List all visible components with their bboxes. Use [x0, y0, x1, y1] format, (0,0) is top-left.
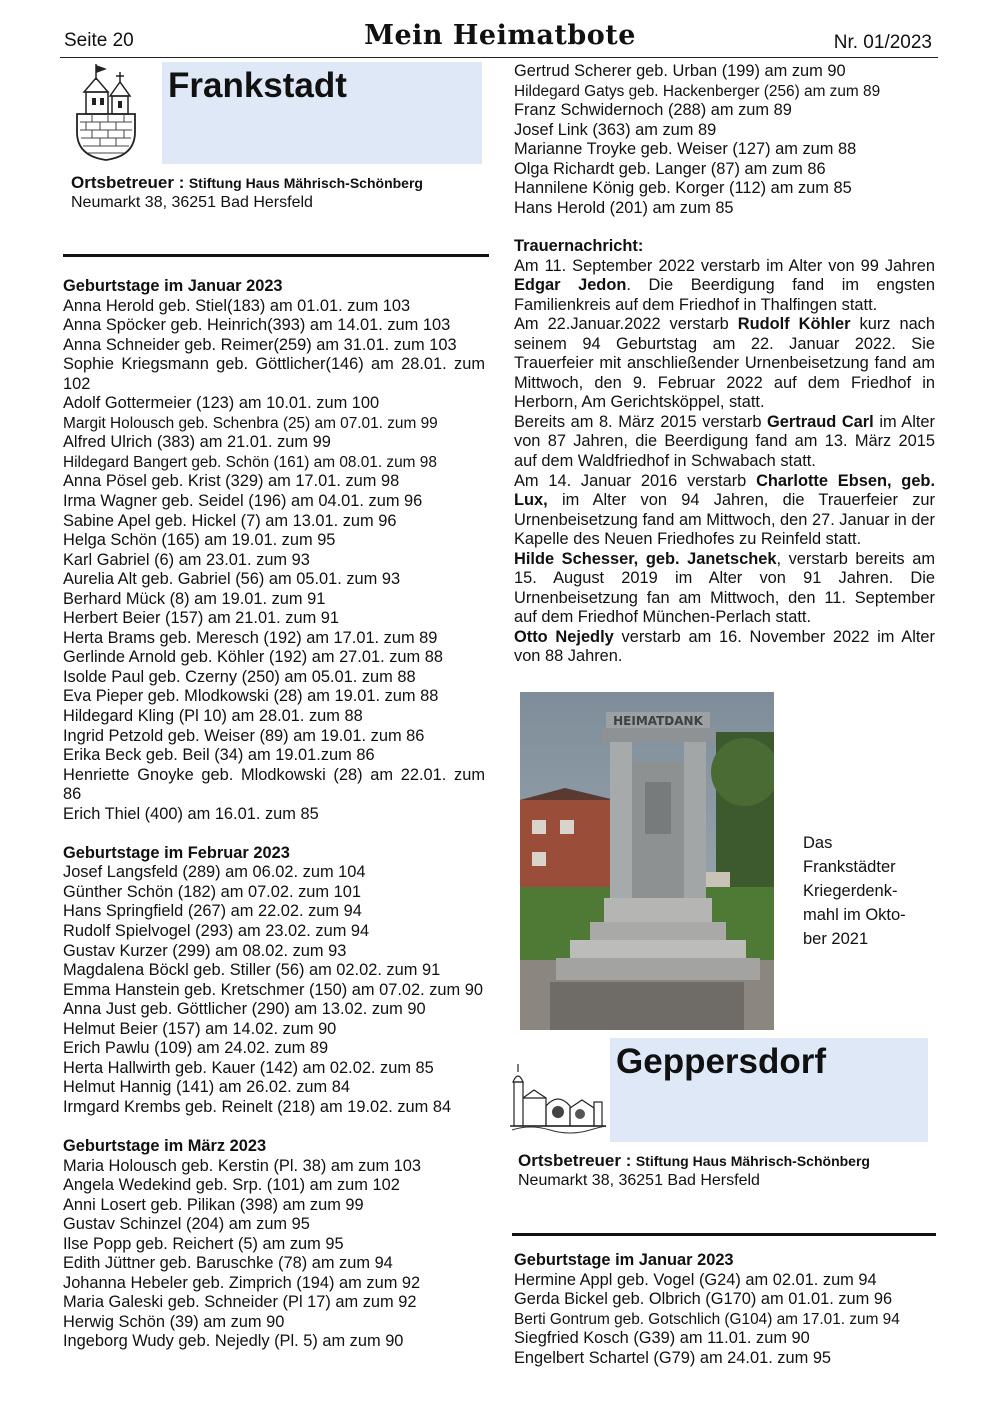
list-item: Hannilene König geb. Korger (112) am zum 85 — [514, 179, 852, 198]
list-item: Helmut Hannig (141) am 26.02. zum 84 — [63, 1078, 350, 1097]
list-item: Hildegard Gatys geb. Hackenberger (256) am zum 89 — [514, 82, 881, 100]
list-item: Herta Brams geb. Meresch (192) am 17.01. zum 89 — [63, 628, 438, 647]
list-item: Berhard Mück (8) am 19.01. zum 91 — [63, 589, 326, 608]
ob-org: Stiftung Haus Mährisch-Schönberg — [635, 1153, 870, 1169]
list-item: Sabine Apel geb. Hickel (7) am 13.01. zum 96 — [63, 511, 397, 530]
list-item: Herwig Schön (39) am zum 90 — [63, 1312, 285, 1331]
list-item: Helmut Beier (157) am 14.02. zum 90 — [63, 1019, 337, 1038]
list-item: Erich Pawlu (109) am 24.02. zum 89 — [63, 1039, 329, 1058]
publication-title: Mein Heimatbote — [364, 20, 636, 51]
list-item: Josef Link (363) am zum 89 — [514, 120, 717, 139]
list-item: Anna Schneider geb. Reimer(259) am 31.01. zum 103 — [63, 335, 457, 354]
geppersdorf-ortsbetreuer — [518, 1151, 938, 1190]
list-item: Berti Gontrum geb. Gotschlich (G104) am 17.01. zum 94 — [514, 1310, 900, 1328]
issue-number: Nr. 01/2023 — [833, 32, 932, 53]
list-item: Gerlinde Arnold geb. Köhler (192) am 27.01. zum 88 — [63, 648, 443, 667]
page-number: Seite 20 — [64, 30, 134, 51]
list-item: Helga Schön (165) am 19.01. zum 95 — [63, 531, 336, 550]
list-item: Anna Spöcker geb. Heinrich(393) am 14.01. zum 103 — [63, 316, 451, 335]
list-item: Günther Schön (182) am 07.02. zum 101 — [63, 882, 361, 901]
list-item: Angela Wedekind geb. Srp. (101) am zum 102 — [63, 1176, 400, 1195]
obituary-heading: Trauernachricht: — [514, 237, 644, 255]
list-item: Irmgard Krembs geb. Reinelt (218) am 19.02. zum 84 — [63, 1097, 452, 1116]
frankstadt-title: Frankstadt — [168, 66, 347, 105]
list-item: Gertrud Scherer geb. Urban (199) am zum 90 — [514, 62, 846, 80]
list-item: Erika Beck geb. Beil (34) am 19.01.zum 86 — [63, 746, 375, 765]
header-divider — [60, 57, 938, 58]
ob-label: Ortsbetreuer : — [518, 1151, 632, 1170]
mar-heading: Geburtstage im März 2023 — [63, 1136, 267, 1155]
ob-address: Neumarkt 38, 36251 Bad Hersfeld — [71, 194, 313, 211]
list-item: Maria Galeski geb. Schneider (Pl 17) am zum 92 — [63, 1293, 417, 1312]
list-item: Hans Springfield (267) am 22.02. zum 94 — [63, 902, 362, 921]
list-item: Hildegard Bangert geb. Schön (161) am 08.01. zum 98 — [63, 453, 437, 471]
list-item: Magdalena Böckl geb. Stiller (56) am 02.02. zum 91 — [63, 961, 441, 980]
list-item: Aurelia Alt geb. Gabriel (56) am 05.01. zum 93 — [63, 570, 401, 589]
list-item: Marianne Troyke geb. Weiser (127) am zum 88 — [514, 140, 857, 159]
obituary-paragraph: Am 22.Januar.2022 verstarb Rudolf Köhler kurz nach seinem 94 Geburtstag am 22. Januar 2022. Sie Trauerfeier mit anschließender Urnenbeisetzung fand am Mittwoch, den 9. Februar 2022 auf dem Friedhof in Herborn, Am Gerichtsköppel, statt. — [514, 315, 935, 412]
list-item: Sophie Kriegsmann geb. Göttlicher(146) am 28.01. zum 102 — [63, 355, 485, 393]
obituary-paragraph: Bereits am 8. März 2015 verstarb Gertraud Carl im Alter von 87 Jahren, die Beerdigung fand am 13. März 2015 auf dem Waldfriedhof in Schwabach statt. — [514, 412, 935, 471]
geppersdorf-title: Geppersdorf — [616, 1042, 827, 1081]
list-item: Hildegard Kling (Pl 10) am 28.01. zum 88 — [63, 707, 363, 726]
list-item: Herbert Beier (157) am 21.01. zum 91 — [63, 609, 340, 628]
list-item: Adolf Gottermeier (123) am 10.01. zum 100 — [63, 394, 380, 413]
list-item: Edith Jüttner geb. Baruschke (78) am zum 94 — [63, 1254, 393, 1273]
list-item: Irma Wagner geb. Seidel (196) am 04.01. zum 96 — [63, 492, 423, 511]
list-item: Rudolf Spielvogel (293) am 23.02. zum 94 — [63, 922, 370, 940]
obituary-paragraph: Am 11. September 2022 verstarb im Alter von 99 Jahren Edgar Jedon. Die Beerdigung fand im engsten Familienkreis auf dem Friedhof in Thalfingen statt. — [514, 256, 935, 314]
frankstadt-title-box — [162, 62, 482, 164]
list-item: Anna Just geb. Göttlicher (290) am 13.02. zum 90 — [63, 1000, 426, 1019]
geppersdorf-birthdays — [514, 1251, 936, 1368]
ob-org: Stiftung Haus Mährisch-Schönberg — [188, 175, 423, 191]
list-item: Olga Richardt geb. Langer (87) am zum 86 — [514, 159, 826, 178]
frankstadt-birthdays — [63, 277, 485, 1352]
ob-label: Ortsbetreuer : — [71, 173, 185, 192]
obituary-paragraph: Hilde Schesser, geb. Janetschek, verstarb bereits am 15. August 2019 im Alter von 91 Jahren. Die Urnenbeisetzung fan am Mittwoch, den 11. September auf dem Friedhof München-Perlach statt. — [514, 549, 935, 627]
list-item: Emma Hanstein geb. Kretschmer (150) am 07.02. zum 90 — [63, 980, 483, 999]
list-item: Josef Langsfeld (289) am 06.02. zum 104 — [63, 863, 366, 882]
list-item: Ilse Popp geb. Reichert (5) am zum 95 — [63, 1234, 344, 1253]
geppersdorf-village-icon — [510, 1062, 606, 1134]
list-item: Anna Herold geb. Stiel(183) am 01.01. zum 103 — [63, 296, 411, 315]
section-rule — [512, 1233, 936, 1236]
list-item: Engelbert Schartel (G79) am 24.01. zum 95 — [514, 1348, 832, 1367]
list-item: Franz Schwidernoch (288) am zum 89 — [514, 101, 792, 120]
obituary-paragraph: Am 14. Januar 2016 verstarb Charlotte Ebsen, geb. Lux, im Alter von 94 Jahren, die Trauerfeier zur Urnenbeisetzung fand am Mittwoch, den 27. Januar in der Kapelle des Neuen Friedhofes zu Reinfeld statt. — [514, 471, 935, 549]
list-item: Hans Herold (201) am zum 85 — [514, 198, 734, 217]
section-rule — [63, 254, 489, 257]
list-item: Ingrid Petzold geb. Weiser (89) am 19.01. zum 86 — [63, 726, 425, 745]
list-item: Siegfried Kosch (G39) am 11.01. zum 90 — [514, 1329, 810, 1348]
list-item: Margit Holousch geb. Schenbra (25) am 07.01. zum 99 — [63, 414, 438, 432]
jan-heading: Geburtstage im Januar 2023 — [63, 277, 283, 295]
list-item: Gustav Kurzer (299) am 08.02. zum 93 — [63, 941, 347, 960]
list-item: Anna Pösel geb. Krist (329) am 17.01. zum 98 — [63, 472, 400, 491]
list-item: Erich Thiel (400) am 16.01. zum 85 — [63, 804, 319, 823]
list-item: Gustav Schinzel (204) am zum 95 — [63, 1215, 310, 1234]
frankstadt-crest-icon — [74, 62, 138, 162]
obituary-section — [514, 237, 935, 667]
geppersdorf-title-box — [610, 1038, 928, 1142]
list-item: Alfred Ulrich (383) am 21.01. zum 99 — [63, 433, 331, 452]
obituary-paragraph: Otto Nejedly verstarb am 16. November 2022 im Alter von 88 Jahren. — [514, 627, 935, 666]
feb-heading: Geburtstage im Februar 2023 — [63, 843, 290, 862]
list-item: Anni Losert geb. Pilikan (398) am zum 99 — [63, 1195, 364, 1214]
list-item: Isolde Paul geb. Czerny (250) am 05.01. zum 88 — [63, 667, 416, 686]
list-item: Herta Hallwirth geb. Kauer (142) am 02.02. zum 85 — [63, 1058, 434, 1077]
photo-caption: Das Frankstädter Kriegerdenk- mahl im Okto- ber 2021 — [803, 834, 906, 948]
list-item: Karl Gabriel (6) am 23.01. zum 93 — [63, 550, 310, 569]
list-item: Henriette Gnoyke geb. Mlodkowski (28) am 22.01. zum 86 — [63, 765, 485, 804]
jan-heading: Geburtstage im Januar 2023 — [514, 1251, 734, 1269]
frankstadt-birthdays-continued — [514, 62, 936, 218]
list-item: Ingeborg Wudy geb. Nejedly (Pl. 5) am zum 90 — [63, 1332, 404, 1351]
frankstadt-ortsbetreuer — [71, 173, 491, 212]
list-item: Maria Holousch geb. Kerstin (Pl. 38) am zum 103 — [63, 1156, 422, 1175]
memorial-inscription: HEIMATDANK — [613, 714, 703, 728]
list-item: Eva Pieper geb. Mlodkowski (28) am 19.01. zum 88 — [63, 687, 439, 706]
ob-address: Neumarkt 38, 36251 Bad Hersfeld — [518, 1172, 760, 1189]
list-item: Hermine Appl geb. Vogel (G24) am 02.01. zum 94 — [514, 1270, 877, 1289]
memorial-photo — [520, 692, 774, 1030]
list-item: Johanna Hebeler geb. Zimprich (194) am zum 92 — [63, 1273, 421, 1292]
list-item: Gerda Bickel geb. Olbrich (G170) am 01.01. zum 96 — [514, 1290, 893, 1309]
